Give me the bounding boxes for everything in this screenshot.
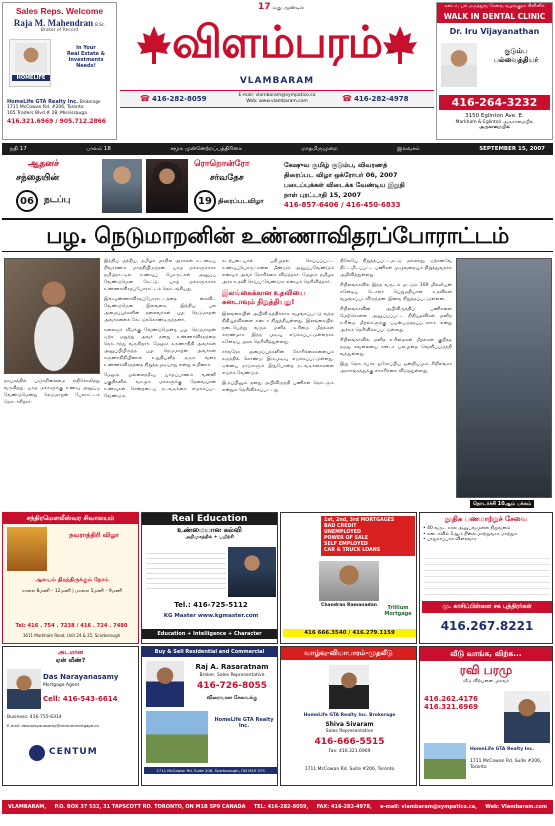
centum-logo-icon (29, 745, 45, 761)
doctor-name: Dr. Iru Vijayanathan (449, 26, 540, 36)
centum-email: E-mail: dasnarayanasamy@centummortgage.ca (7, 723, 99, 728)
shiva-role: Sales Representative (325, 729, 374, 734)
phone-left: 416-282-8059 (152, 95, 207, 103)
address-line: 1711 McCowan Rd. #206, Toronto (7, 105, 84, 110)
centum-agent: Das Narayanasamy (43, 673, 119, 681)
article-paragraph: இவ்வுண்ணாவிரதப்போராட்டத்தை கைவிட வேண்டுமென இலங்கை, இந்திய பல அமைப்புக்களின் தலைவர்கள் பழ. நெடுமாறன் அவர்களைக் கேட்டுக்கொண்டிருந்தனர். (104, 297, 216, 323)
mortgage-item: UNEMPLOYED (324, 530, 361, 535)
transfer-line: • 40 வருட கால அனுபவமுள்ள நிறுவனம் (423, 526, 511, 531)
dental-phone: 416-264-3232 (439, 95, 550, 110)
article-paragraph: இலங்கையின் அபிவிருத்திக்காக வழங்கப்பட்டு வந்த நிதியுதவிகளை கனடா நிறுத்தியுள்ளது. இலங்கையில் நடைபெற்று வரும் மனித உரிமை மீறல்கள் காரணமாக இந்த முடிவு எடுக்கப்பட்டுள்ளதாக கனேடிய அரசு தெரிவித்துள்ளது. (222, 312, 334, 345)
centum-cell: Cell: 416-543-6614 (43, 695, 118, 703)
raj-role: Broker, Sales Representative (199, 673, 265, 678)
agent-role: Broker of Record (40, 28, 79, 33)
teaser-title: சந்தையின் (16, 173, 60, 183)
footer (2, 800, 553, 814)
ad-temple[interactable] (2, 512, 139, 644)
mortgage-photo (319, 561, 379, 601)
footer-fax: FAX: 416-282-4978, (316, 804, 372, 810)
education-photo (228, 547, 276, 597)
teaser-line: நாள் புரட்டாதி 15, 2007 (284, 191, 362, 199)
shiva-fax: Fax: 416.321.6969 (328, 749, 371, 754)
article-paragraph: சிறிலங்காவில் மனித உரிமைகள் மீறல்கள் குறித்த தமது கவலையை கனடா பலமுறை வெளிப்படுத்தி வந்துள்ளது. (340, 338, 452, 357)
education-title: Real Education (142, 513, 277, 525)
temple-title: சந்திரமௌலீஸ்வர சிவாலயம் (3, 513, 138, 524)
transfer-company: மு. காசிப்பிள்ளை சக புத்திரர்கள் (422, 601, 552, 613)
temple-sub: நவராத்திரி விழா (69, 531, 119, 539)
ad-money-transfer[interactable] (419, 512, 553, 644)
mortgage-item: POWER OF SALE (324, 536, 369, 541)
education-tagline: Education + Intelligence + Character (142, 629, 277, 639)
education-web: KG Master www.kgmaster.com (163, 613, 259, 619)
teaser-title: ரொறொன்ரோ (194, 159, 250, 169)
teaser-line: திரைப்பட விழா ஒக்ரோபர் 06, 2007 (284, 171, 398, 179)
page-number-badge: 06 (16, 190, 38, 212)
teaser-short-film[interactable] (278, 157, 553, 215)
ravi-office: 416.321.6969 (424, 703, 479, 711)
shiva-company: HomeLife GTA Realty Inc. Brokerage (303, 713, 396, 718)
dental-address: 3150 Eglinton Ave. E. (465, 113, 524, 119)
mortgage-phones: 416 666.3540 / 416.279.1159 (283, 629, 416, 637)
ad-centum-mortgage[interactable] (2, 646, 139, 786)
ravi-role: வீடு விற்பனை முகவர் (463, 679, 509, 684)
transfer-line: • பாதுகாப்பாக விரைவாக (423, 537, 477, 542)
article-paragraph: கலைஞர் வீடுக்கு வேண்டுமென்ற பழ. நெடுமாறன் ஏற்க மறுத்து அவர் தனது உண்ணாவிரதத்தை தொடர்ந்து வருகிறார். மேலும் கருணாநிதி அவர்கள் அனுப்பியிருந்த பழ. நெடுமாறன் அவர்கள் கருணாநிதியினால் உறுதியளித் தரும் வரை உண்ணாவிரதத்தை நிறுத்தமுடியாது என்று கூறினார். (104, 328, 216, 368)
dental-tamil-4: அருகாமையில் (479, 125, 510, 130)
phone-numbers: 416.321.6969 / 905.712.2866 (7, 118, 106, 125)
side-callout (61, 45, 111, 69)
teaser-film-festival[interactable] (146, 157, 276, 215)
mortgage-item: SELF EMPLOYED (324, 542, 368, 547)
education-tel: Tel.: 416-725-5112 (174, 601, 248, 609)
centum-brand: CENTUM (49, 747, 98, 757)
teaser-photo (146, 159, 188, 213)
centum-role: Mortgage Agent (43, 683, 80, 688)
raj-address: 1711 McCowan Rd. Suite 208, Scarborough, ON M1S 2Y3 (144, 767, 277, 774)
sub-headline: கனடாவும் நிறுத்தியது! (222, 298, 295, 306)
raj-company: HomeLife GTA Realty Inc. (214, 717, 274, 729)
teaser-line: கேஷுவ குமிழ் குடும்ப, விவரணத் (284, 161, 388, 169)
brand-label: HOMELIFE (12, 75, 50, 81)
temple-address: 3611 Markham Road, Unit 24 & 25, Scarborough (22, 633, 121, 638)
raj-tamil: விரைவான சேவைக்கு (206, 695, 258, 701)
transfer-text (424, 553, 550, 595)
article-paragraph: கடற்படையால் பறிமுதல் செய்யப்பட்ட உணவுப்பொருட்களை மீண்டும் அனுப்பவேண்டும் எனவும் அவர் கோரிக்கை விடுத்தார். மேலும் தமிழக அரசு உதவி செய்ய வேண்டும் எனவும் தெரிவித்தார். (222, 259, 334, 285)
teaser-title: நடப்பு (44, 195, 71, 205)
ravi-title: வீடு வாங்க, விற்க... (420, 647, 552, 661)
frequency: மாதமிருமுறை (301, 145, 338, 152)
ad-trillium-mortgage[interactable] (280, 512, 417, 644)
homelife-logo (9, 39, 51, 87)
raj-phone: 416-726-8055 (196, 681, 268, 691)
education-sub: அறிமுகத்தில் + பயிற்சி (185, 535, 234, 540)
masthead-latin: VLAMBARAM (239, 76, 315, 86)
article-paragraph: மேலும் முல்லைத்தீவு, யாழ்ப்பாணம் வன்னி பகுதிகளில் வாழும் மக்களுக்கு தேவையான உணவுகள் சென்றடைய நடவடிக்கை எடுக்கப்பட வேண்டும். (104, 373, 216, 399)
shiva-name: Shiva Sivaram (325, 721, 374, 728)
article-paragraph: சர்வதேச அமைப்புக்களின் கோரிக்கைகளையும் கருத்தில் கொண்டு இம்முடிவு எடுக்கப்பட்டுள்ளது. ஏனைய நாடுகளும் இதுபோன்ற நடவடிக்கைகளை எடுக்க வேண்டும். (222, 350, 334, 376)
education-tamil: உண்மையான கல்வி (177, 526, 242, 534)
footer-address: P.O. BOX 37 532, 31 TAPSCOTT RD. TORONTO, ON M1B 5P9 CANADA (54, 804, 246, 810)
dental-tamil-2: குடும்ப (504, 47, 528, 55)
temple-line: ஆலயம் திறந்திருக்கும் நேரம் (35, 577, 109, 583)
masthead-bar (120, 90, 434, 108)
article-paragraph: இது தொடர்பாக ஐரோப்பிய ஒன்றியமும் சிறிலங்கா அரசாங்கத்துக்கு எச்சரிக்கை விடுத்துள்ளது. (340, 362, 452, 374)
ad-dental-clinic[interactable] (436, 2, 553, 140)
masthead (120, 2, 434, 140)
centum-photo (7, 669, 41, 709)
trademark: TM (388, 50, 394, 55)
anniversary-number: 17 (258, 2, 271, 12)
article-col-0 (4, 378, 100, 508)
mortgage-item: CAR & TRUCK LOANS (324, 548, 381, 553)
callout-line: Real Estate & (66, 51, 106, 57)
teaser-title: சர்வதேச (210, 173, 244, 183)
article-col-3 (340, 258, 452, 508)
mortgage-agent: Chandran Ramanadan (321, 603, 377, 608)
agent-suffix: B.Sc. (95, 22, 106, 27)
teaser-title: திரைப்படவிழா (218, 197, 264, 205)
ad-heading: Sales Reps. Welcome (15, 6, 104, 16)
temple-line: காலை 8மணி – 12மணி | மாலை 5மணி – 9மணி (21, 589, 123, 594)
free-label: இலவசம் (397, 145, 420, 152)
ravi-direct: 416.262.4176 (424, 695, 479, 703)
article-col-1 (104, 258, 216, 508)
phone-icon: ☎ (140, 94, 150, 103)
issue-date: SEPTEMBER 15, 2007 (479, 146, 545, 152)
shiva-photo (329, 665, 369, 709)
company-suffix: Brokerage (80, 99, 101, 104)
issue-bar (2, 143, 553, 155)
anniversary (216, 2, 346, 12)
transfer-line: • கனடாவில் 1ஆம் நிலை மாற்றுவாக மாற்றும் (423, 531, 518, 537)
article-photo (4, 258, 100, 374)
ad-ravi-paramu[interactable] (419, 646, 553, 786)
tagline: சமூக முன்னேற்றப்பத்திரிகை (170, 145, 242, 152)
raj-photo (146, 661, 184, 707)
agent-photo (15, 43, 47, 73)
ravi-house-image (424, 743, 466, 779)
article-paragraph: தாயகத்தில் பஞ்சநிலைமை எதிரொலித்து வருகிறது. யாழ் மக்களுக்கு உணவு அனுப்ப வேண்டுமென்று நெடுமாறன் போராட்டம் தொடர்கிறார். (4, 379, 100, 405)
ad-homelife-realty[interactable] (2, 2, 117, 140)
ad-real-education[interactable] (141, 512, 278, 644)
centum-office: Business: 416-755-6314 (7, 715, 62, 720)
temple-tel: Tel: 416 . 754 . 7238 / 416 . 724 . 7480 (15, 623, 128, 629)
article-paragraph: இந்திய மத்திய, தமிழக மாநில அரசுகள் உடனடிய நிவாரணம் மாத்தியிருந்தன. யாழ் மக்களுக்காக தமிழ்நாட்டில் உணவுப் பொருட்கள் அனுப்ப வேண்டுமென கேட்டு, யாழ் மக்களுக்காக உண்ணாவிரதப்போராட்டம் தொடங்கியது. (104, 259, 216, 292)
ravi-address: 1711 McCowan Rd. Suite #206, Toronto (470, 759, 542, 770)
article-photo-right (456, 258, 552, 498)
fax-icon: ☎ (342, 94, 352, 103)
sub-headline: இலங்கைக்கான உதவியை (222, 289, 306, 297)
article-paragraph: சிறிலங்காவின் அபிவிருத்திப் பணிகளை மேற்கொள்ள அனுப்பப்பட்ட நிதியுதவிகள் மனித உரிமை மீறல்களுக்கு பயன்படுத்தப்படலாம் என்று அச்சம் தெரிவிக்கப்பட்டுள்ளது. (340, 307, 452, 333)
mortgage-item: 1st, 2nd, 3rd MORTGAGES (324, 518, 395, 523)
footer-tel: TEL: 416-282-8059, (253, 804, 309, 810)
centum-tamil: அடமான (57, 649, 84, 656)
ad-raj-rasaratnam[interactable] (141, 646, 278, 786)
masthead-email: E-mail: vlambaram@sympatico.ca (238, 93, 316, 98)
ravi-name: ரவி பரமு (459, 663, 513, 677)
mortgage-item: BAD CREDIT (324, 524, 357, 529)
doctor-photo (441, 43, 477, 87)
callout-line: In Your (76, 45, 96, 51)
ravi-company: HomeLife GTA Realty Inc. (470, 747, 534, 752)
temple-image (7, 527, 47, 571)
centum-tamil: ஏன் வீண்? (55, 657, 86, 664)
ad-shiva-sivaram[interactable] (280, 646, 417, 786)
transfer-title: நூதிக பணமாற்றுச் சேவை (444, 515, 528, 523)
page-number-badge: 19 (194, 190, 216, 212)
teaser-photo (102, 159, 142, 213)
phone-right: 416-282-4978 (354, 95, 409, 103)
mortgage-brand: Trillium Mortgage (384, 605, 412, 617)
callout-line: Investments (68, 57, 104, 63)
address-line: 165 Traders Blvd # 28, Mississauga (7, 110, 88, 116)
continued-label[interactable]: தொடர்ச்சி 10ஆம் பக்கம் (470, 500, 534, 508)
teaser-real-estate[interactable] (2, 157, 144, 215)
callout-line: Needs! (76, 63, 96, 69)
main-headline: பழ. நெடுமாறனின் உண்ணாவிதரப்போராட்டம் (2, 218, 553, 252)
teaser-title: ஆதனச் (28, 159, 59, 169)
ravi-photo (504, 691, 550, 743)
teaser-phones: 416-857-6406 / 416-450-6833 (284, 201, 401, 209)
dental-heading: WALK IN DENTAL CLINIC (437, 11, 552, 23)
article-col-2 (222, 258, 334, 508)
company-name: HomeLife GTA Realty Inc. (7, 99, 79, 105)
education-text (146, 549, 226, 593)
dental-tamil-heading: கனடா, பல் மருத்துவ சேவை வழங்குநர் கிளினிக் (437, 3, 552, 11)
footer-name: VLAMBARAM, (8, 804, 47, 810)
raj-name: Raj A. Rasaratnam (195, 663, 269, 671)
footer-email[interactable]: e-mail: vlambaram@sympatico.ca, (380, 804, 477, 810)
masthead-title: விளம்பரம் (171, 17, 383, 68)
raj-house-image (146, 711, 208, 763)
shiva-title: வாழ்வு-வியாபாரம்-முதலீடு (281, 647, 416, 660)
raj-title: Buy & Sell Residential and Commercial (142, 647, 277, 657)
article-paragraph: திலேயே நிறுத்தப்பட்டமட்டு மல்லாது, ஏற்கனவே திட்டமிடப்பட்ட பணிகள் முழுவதையும் நிறுத்துவதாக அறிவித்துள்ளது. (340, 259, 452, 278)
anniversary-text: வது ஆண்டில் (272, 5, 304, 11)
footer-web[interactable]: Web: Vlambaram.com (485, 804, 547, 810)
agent-name: Raja M. Mahendran (13, 18, 94, 28)
dental-address: Markham & Eglinton அருகாமையில் (455, 119, 534, 125)
volume-number: பாலம் 18 (86, 145, 111, 152)
shiva-phone: 416-666-5515 (314, 737, 385, 747)
shiva-address: 1711 McCowan Rd. Suite #206, Toronto (304, 767, 395, 772)
issue-number: நதி 17 (10, 145, 27, 152)
transfer-phone: 416.267.8221 (440, 619, 534, 633)
masthead-web: Web: www.vlambaram.com (246, 98, 308, 104)
dental-tamil-3: பல்வைத்தியர் (493, 56, 539, 64)
article-paragraph: சிறிலங்காவில் இந்த வருடம் மட்டும் 100 மில்லியன் கனேடிய டொலர் பெறுமதியான உதவிகள் வழங்கப்படவிருந்தன. இவை நிறுத்தப்பட்டுள்ளன. (340, 283, 452, 302)
teaser-line: படைப்புக்கள் விடைக்க வேண்டிய இறுதி (284, 181, 405, 189)
mortgage-list (321, 516, 415, 556)
article-paragraph: இருப்பினும் தனது அபிவிருத்தி பணிகள் தொடரும் என்றும் தெரிவிக்கப்பட்டது. (222, 381, 334, 393)
